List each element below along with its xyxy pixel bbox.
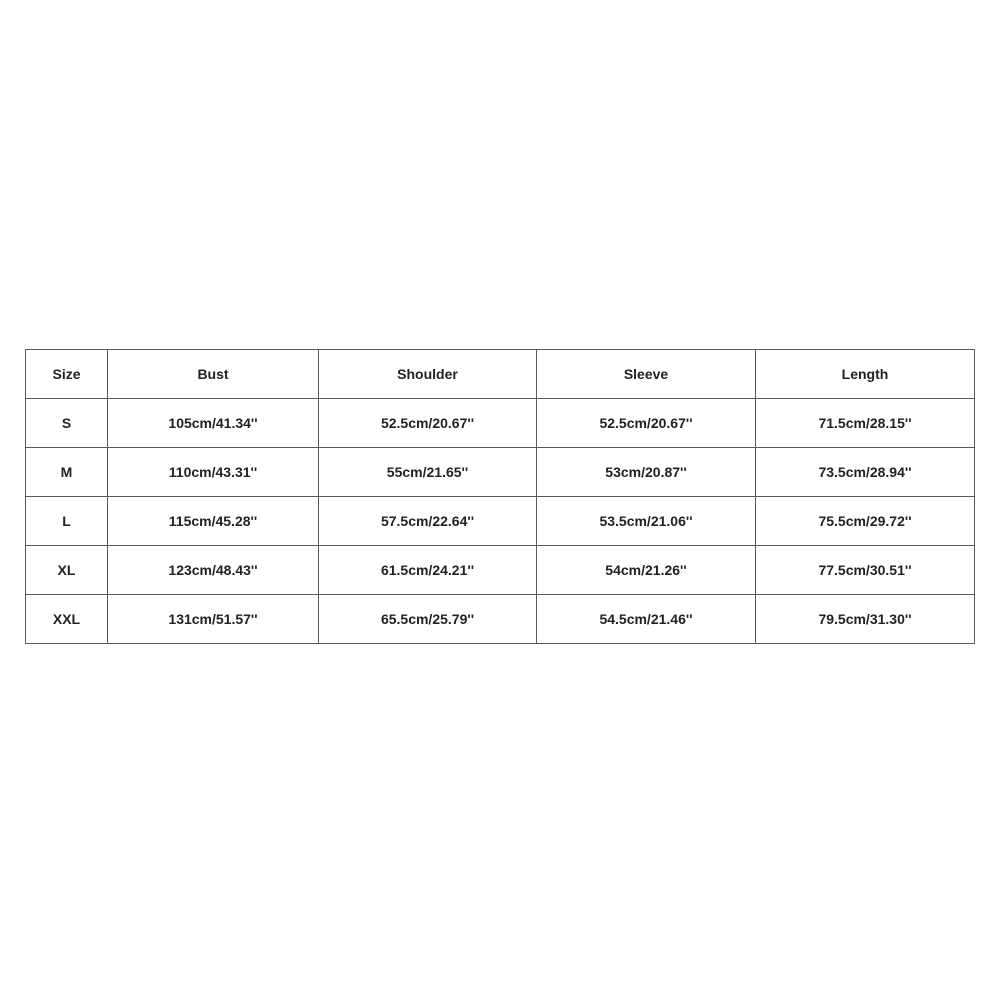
cell-length: 79.5cm/31.30'' — [756, 595, 975, 644]
cell-sleeve: 54.5cm/21.46'' — [537, 595, 756, 644]
size-chart-table — [25, 349, 975, 644]
table-row — [26, 595, 975, 644]
table-row — [26, 546, 975, 595]
table-row — [26, 448, 975, 497]
cell-bust: 131cm/51.57'' — [108, 595, 319, 644]
cell-shoulder: 61.5cm/24.21'' — [319, 546, 537, 595]
cell-size: S — [26, 399, 108, 448]
table-row — [26, 497, 975, 546]
cell-bust: 123cm/48.43'' — [108, 546, 319, 595]
table-row — [26, 399, 975, 448]
cell-shoulder: 52.5cm/20.67'' — [319, 399, 537, 448]
cell-size: XL — [26, 546, 108, 595]
header-row — [26, 350, 975, 399]
cell-length: 77.5cm/30.51'' — [756, 546, 975, 595]
cell-sleeve: 53.5cm/21.06'' — [537, 497, 756, 546]
cell-size: M — [26, 448, 108, 497]
cell-bust: 105cm/41.34'' — [108, 399, 319, 448]
cell-sleeve: 52.5cm/20.67'' — [537, 399, 756, 448]
cell-shoulder: 55cm/21.65'' — [319, 448, 537, 497]
cell-length: 71.5cm/28.15'' — [756, 399, 975, 448]
header-bust: Bust — [108, 350, 319, 399]
cell-shoulder: 57.5cm/22.64'' — [319, 497, 537, 546]
cell-shoulder: 65.5cm/25.79'' — [319, 595, 537, 644]
header-shoulder: Shoulder — [319, 350, 537, 399]
cell-sleeve: 54cm/21.26'' — [537, 546, 756, 595]
cell-sleeve: 53cm/20.87'' — [537, 448, 756, 497]
cell-bust: 115cm/45.28'' — [108, 497, 319, 546]
header-length: Length — [756, 350, 975, 399]
cell-length: 73.5cm/28.94'' — [756, 448, 975, 497]
header-size: Size — [26, 350, 108, 399]
cell-length: 75.5cm/29.72'' — [756, 497, 975, 546]
cell-size: L — [26, 497, 108, 546]
cell-size: XXL — [26, 595, 108, 644]
cell-bust: 110cm/43.31'' — [108, 448, 319, 497]
header-sleeve: Sleeve — [537, 350, 756, 399]
